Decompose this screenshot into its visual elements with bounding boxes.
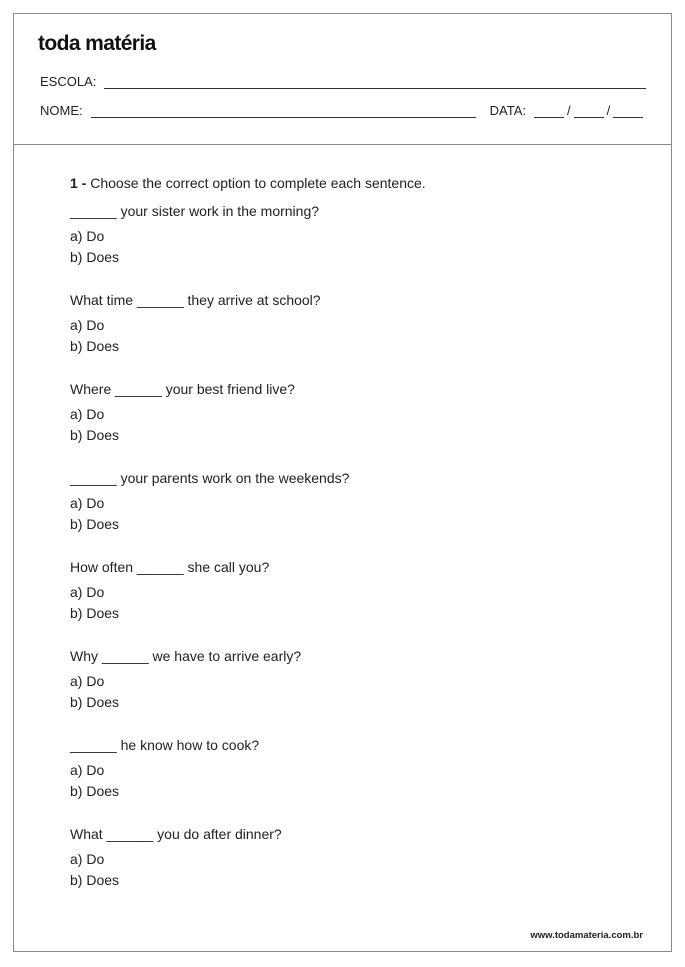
question-text: How often ______ she call you? [70, 559, 270, 575]
question-item [70, 202, 426, 268]
question-text: Why ______ we have to arrive early? [70, 648, 302, 664]
question-text: ______ your parents work on the weekends? [70, 470, 350, 486]
worksheet-page [13, 13, 672, 952]
question-text: ______ your sister work in the morning? [70, 203, 320, 219]
answer-option: a) Do [70, 495, 105, 511]
exercise-content [70, 174, 426, 914]
question-item [70, 469, 426, 535]
question-list [70, 202, 426, 891]
answer-option: a) Do [70, 762, 105, 778]
name-label: NOME: [40, 103, 83, 118]
question-text: ______ he know how to cook? [70, 737, 260, 753]
question-item [70, 291, 426, 357]
school-label: ESCOLA: [40, 74, 97, 89]
answer-option: a) Do [70, 584, 105, 600]
instruction-text: Choose the correct option to complete each sentence. [90, 175, 426, 191]
question-item [70, 647, 426, 713]
answer-option: a) Do [70, 317, 105, 333]
name-blank-line [91, 107, 476, 118]
footer-url: www.todamateria.com.br [530, 930, 643, 941]
question-text: What ______ you do after dinner? [70, 826, 282, 842]
answer-option: a) Do [70, 851, 105, 867]
answer-option: b) Does [70, 249, 120, 265]
answer-option: a) Do [70, 406, 105, 422]
answer-option: a) Do [70, 673, 105, 689]
answer-option: b) Does [70, 605, 120, 621]
exercise-instruction [70, 174, 426, 192]
date-day-line [534, 107, 564, 118]
date-year-line [613, 107, 643, 118]
date-field [490, 103, 644, 118]
question-item [70, 825, 426, 891]
answer-option: b) Does [70, 427, 120, 443]
date-label: DATA: [489, 103, 526, 118]
school-blank-line [104, 78, 646, 89]
question-item [70, 380, 426, 446]
answer-option: b) Does [70, 516, 120, 532]
date-separator: / [566, 103, 571, 118]
answer-option: b) Does [70, 783, 120, 799]
school-field [40, 74, 646, 89]
answer-option: b) Does [70, 872, 120, 888]
answer-option: a) Do [70, 228, 105, 244]
worksheet-header [14, 14, 671, 145]
question-item [70, 558, 426, 624]
date-month-line [574, 107, 604, 118]
question-text: What time ______ they arrive at school? [70, 292, 321, 308]
exercise-number: 1 - [70, 175, 87, 191]
date-separator: / [606, 103, 611, 118]
question-item [70, 736, 426, 802]
name-date-row [40, 103, 646, 118]
answer-option: b) Does [70, 694, 120, 710]
answer-option: b) Does [70, 338, 120, 354]
brand-logo: toda matéria [38, 32, 156, 55]
question-text: Where ______ your best friend live? [70, 381, 295, 397]
